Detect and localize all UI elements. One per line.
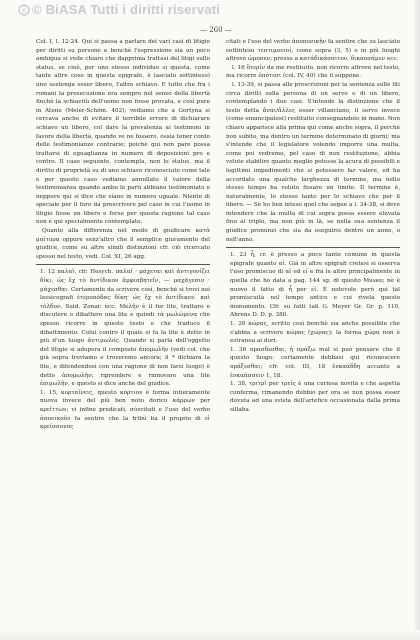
page-number: — 260 — <box>200 26 232 34</box>
right-paragraph: citati e l'uso del verbo ἀποπονικῆν fa sentire che su lasciato sottinteso τεστιμονιοί, come sopra (3, 5) e in più luoghi altrove ὡμοσεν; presso a κατάδικάσαιτον, δικαοσάμεν ecc. <box>226 39 400 63</box>
page-bottom-shadow <box>0 630 420 640</box>
biasa-logo-icon <box>18 4 30 19</box>
text-columns <box>36 38 400 618</box>
svg-text:c: c <box>21 7 27 15</box>
right-paragraph: l. 13-39, si passa alle prescrizioni per la sentenza sulle liti circa diritti sulla persona di un servo o di un libero, contemplando i due casi. S'intende la distinzione che il testo detta ἄναι/ἄλλες esser villanciano, il servo invece (come emancipatosi) restituito consegnandolo in mano. Non chiaro apparisce alla prima qui come anche sopra, il perchè non subito, ma dentro un termine determinato di giorni; ma s'intende che il legislatore volendo imporre una multa, come poi vedremo, pel caso di non restituzione, abbia voluto stabilire quanto meglio potesse la acura di possibili e legittimi impedimenti che si potessero far valere, ed ha accordato una qualche larghezza di termine, ma nello stesso tempo ha voluto fissare un limite. Il termine è, naturalmente, lo stesso tanto per lo schiavo che per il libero. — Se ho ben inteso quel che segue a l. 34-38, si deve intendere che la multa di cui sopra possa essere elevata fino al triplo, ma non più in là, se nella sua sentenza il giudice pronunzi che sia da eseguirsi dentro un anno, o nell'anno. <box>226 81 400 243</box>
right-footnote: 1. 38, τριτρῖ per τρεῖς è una curiosa novità e che aspetta conferma, rimanendo dubbio per ora se non possa esser dovuta ad una svista dell'artefice occasionata dalla prima sillaba. <box>230 381 400 413</box>
right-column <box>226 38 400 618</box>
left-paragraph: Col. I, l. 12-24. Qui si passa a parlare dei vari casi di litigio per diritti su persone e benchè l'espressione sia un poco ambigua si vede chiaro che dapprima trattasi del litigi sullo status, se cioè, per uno stesso individuo si questa, come tante altre cose in questa epigrafe, è lasciato sottinteso) uno sostenga esser libero, l'altro schiavo. E tutto che fra i romani la prosecuzione era sempre nel senso della libertà finchè la schiavitù dell'uomo non fosse provata, e così pure in Atene (Meier-Schöm. 402); vediamo che a Gortyna si cercava anche di evitare il terribile errore di dichiarare schiavo un libero, col dare la prevalenza ai testimoni in favore della libertà, quando ve ne fossero, ossia tener conto delle testimonianze contrarie; poichè qui non pare possa trattarsi di eguaglianza in numero di deposizioni pro e contro. Il caso seguente, contempla, non lo status, ma il diritto di proprietà su di uno schiavo riconosciuto come tale e per questo caso vediamo annullato il valore della testimonianza quando ambo le parti abbiano testimoniato e neppure qui si dice che siano in numero uguale. Niente di speciale per il foro da prescrivere pel caso in cui l'uomo in litigio fosse un libero e forse per questa ragione tal caso non è qui specialmente contemplato. <box>36 39 210 226</box>
footnote-divider <box>226 247 400 248</box>
right-footnote: 1. 23 ἦ, cr. è presso a poco tanto comune in questa epigrafe quanto αἰ. Già in altre epigrafi cretesi si osserva l'uso promiscuo di αἰ ed εἰ e fra le altre principalmente in quella che ho data a pag. 144 sg. di questo Museo; nè è nuovo il fatto di ἦ per εἰ. È notevole però qui tal promiscuità nel tempo antico e cui rivela questo monumento. Cfr. su fatti tali G. Meyer Gr. Gr. p. 110, Ahrens D. D. p. 380. <box>230 252 400 319</box>
footnote-divider <box>36 264 210 265</box>
left-footnote: 1. 15, κορταῖνεις, questo κόρτιον è forma intieramente nuova invece del più ben noto dorico κάρρων per κρεῖττων; vi infine predicati, σύνcitati e l'uso del verbo ἀπονικοῦν fa sentire che la tribù ha il proprio di εἰ κρείσσονος <box>40 389 210 431</box>
left-column <box>36 38 210 618</box>
watermark-text: © BiASA Tutti i diritti riservati <box>32 2 221 17</box>
right-footnote: 1. 26 κώρας, scritto così benchè sia anche possibile che s'abbia a scrivere κώρας (χώρας); la forma χώρα non è estranea ai dori. <box>230 321 400 345</box>
left-footnote: 1. 12 παλαῖ, cfr. Hesych. παλαῖ · μάχεται καὶ ἀντιγονίζει δίκι, ὡς ἔχ τὸ ἀντίδικον ἀμφισβητεῖν, — μαχὰγεσιν · μάχεσθαι. Certamente da scrivere così, benchè si trovi nei lessicografi ἑτεροπόδας δίκη· ὡς ἔχ τὸ ἀντίδικον. καὶ τὸλδον, Suid. Zonar. ecc. Μολῆν è il fur lite, trattaro e discutere o dibattere una lite e quindi τὰ μωλώμενα che spesso ricorre in questo testo e che traduco il dibattimento. Colui contro il quale si fa la lite è detto in più d'un luogo ἀντιμωλός. Quando si parla dell'oggetto del litigio si adopera il composto ἀπομωλῆν (vedi col. che già sopra troviamo e troveremo ancora; il * dichiara la lite, e difendendosi con una ragione di non farsi luogo) è detto ἀπομωλῆν; riprendere e rinnovare una lite ἐπιμωλῆν, e questo si dice anche del giudice. <box>40 269 210 388</box>
left-paragraph: Quanto alla differenza nel modo di giudicare κατὰ μαίτυρα oppure senz'altro che il semplice giuramento del giudice, come su altre simili distinzioni cfr. ciò ricercato spesso nel testo, vedi. Col. XI, 26 agg. <box>36 228 210 260</box>
right-paragraph: l. 16 ὅτερίν da me restituito, non ricorre altrove nel testo, ma ricorre ὁπότεσι (col. IV, 40) che il suppone. <box>226 64 400 80</box>
right-footnote: 1. 36 πρασδεσθαι, ἡ πράξω mal si può pensare che il questo luogo: certamente debbasi qui riconoscere πράξεσθαι; cfr. col. III, 18 ἐνκαάδδη accanto a ἐνκαάσσειν 1, 18. <box>230 346 400 379</box>
watermark <box>18 2 220 19</box>
page-edge-shadow <box>414 0 420 640</box>
